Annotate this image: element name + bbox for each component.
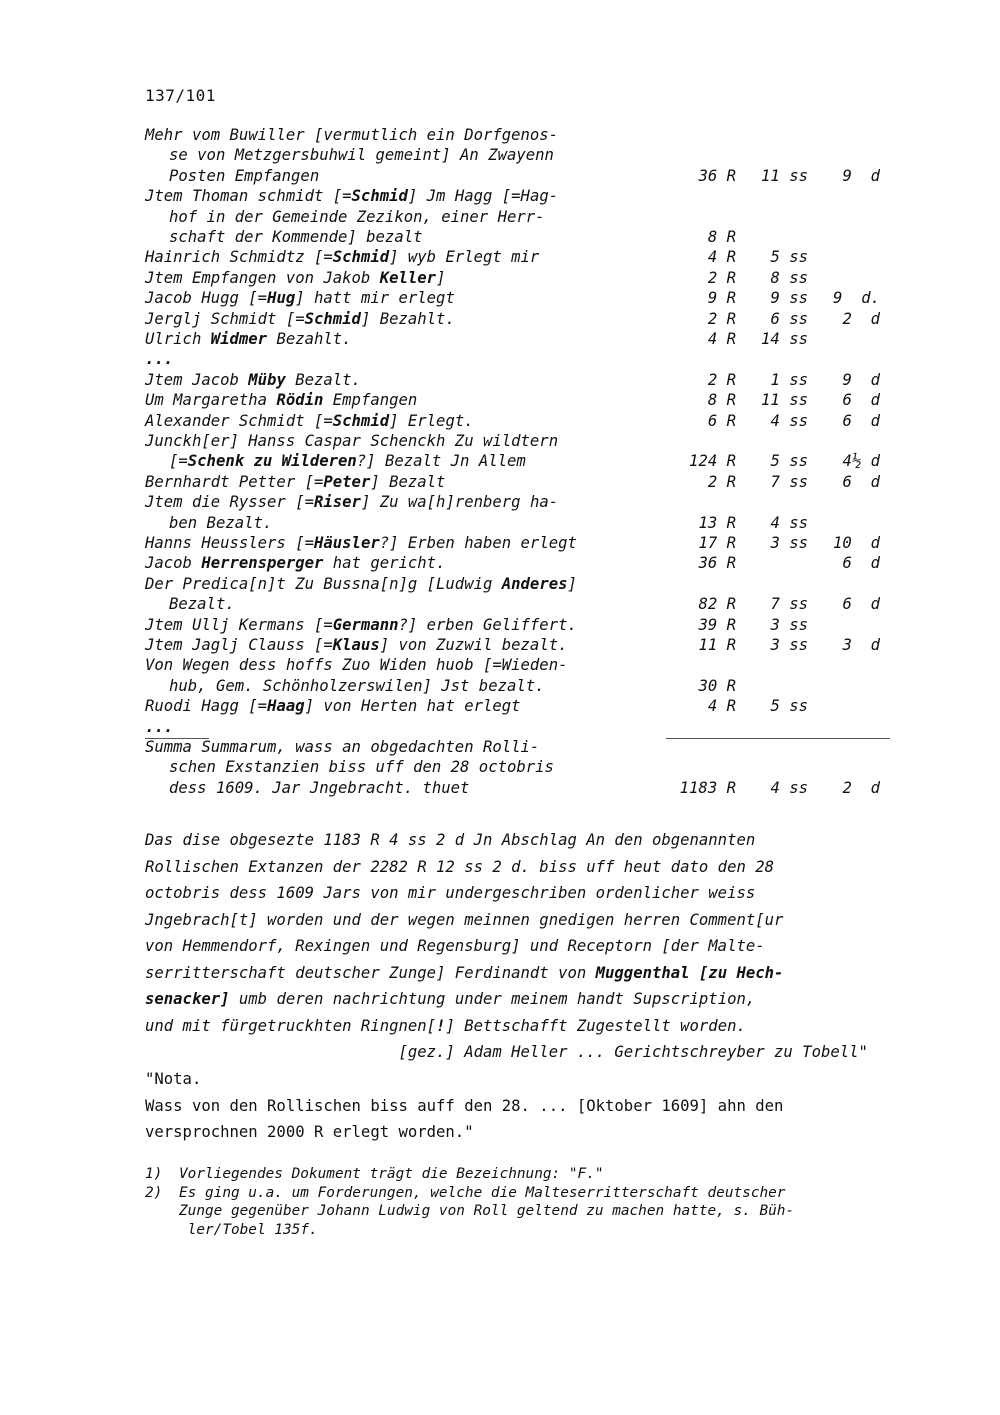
ledger-entry-text bbox=[169, 513, 272, 533]
ledger-entry-text bbox=[145, 533, 577, 553]
ledger-entry-text bbox=[145, 635, 567, 655]
amount-schilling: 4 ss bbox=[770, 513, 808, 532]
text-segment: Hainrich Schmidtz [= bbox=[145, 248, 333, 267]
nota-line: Wass von den Rollischen biss auff den 28. ... [Oktober 1609] ahn den bbox=[145, 1096, 784, 1115]
footnote-line bbox=[145, 1221, 945, 1240]
ledger-line bbox=[0, 268, 1000, 288]
text-segment: Ruodi Hagg [= bbox=[145, 697, 268, 716]
ledger-line bbox=[0, 778, 1000, 798]
text-segment: Junckh[er] Hanss Caspar Schenckh Zu wildtern bbox=[145, 432, 559, 450]
ledger-line bbox=[0, 288, 1000, 308]
amount-denar: 9 d bbox=[842, 370, 880, 389]
ledger-entry-text bbox=[145, 492, 558, 512]
text-segment: ?] Bezalt Jn Allem bbox=[356, 452, 526, 471]
ledger-entry-text bbox=[145, 655, 567, 675]
amount-reichstaler: 36 R bbox=[698, 166, 736, 185]
text-segment: [= bbox=[169, 452, 188, 471]
nota-line: versprochnen 2000 R erlegt worden." bbox=[145, 1123, 474, 1141]
ledger-entry-text bbox=[145, 370, 361, 390]
ledger-line bbox=[0, 757, 1000, 777]
ledger-line bbox=[0, 574, 1000, 594]
text-segment: Jacob Hugg [= bbox=[145, 289, 268, 308]
amount-schilling: 3 ss bbox=[770, 636, 808, 654]
text-segment: octobris dess 1609 Jars von mir undergeschriben ordenlicher weiss bbox=[145, 884, 756, 902]
ledger-line bbox=[0, 370, 1000, 390]
amount-reichstaler: 4 R bbox=[707, 697, 736, 716]
ledger-line bbox=[0, 655, 1000, 675]
text-segment: Jngebrach[t] worden und der wegen meinnen gnedigen herren Comment[ur bbox=[145, 910, 784, 929]
text-segment: Jtem die Rysser [= bbox=[145, 493, 314, 512]
text-segment: serritterschaft deutscher Zunge] Ferdinandt von bbox=[145, 963, 596, 982]
text-segment: Jtem Jaglj Clauss [= bbox=[145, 636, 333, 654]
amount-denar: 3 d bbox=[842, 636, 880, 654]
text-segment: ] von Zuzwil bezalt. bbox=[379, 636, 568, 654]
bold-name-segment: Häusler bbox=[314, 534, 380, 552]
text-segment: ] Zu wa[h]renberg ha- bbox=[360, 493, 559, 512]
ledger-entry-text bbox=[145, 309, 455, 329]
ledger-entry-text bbox=[145, 615, 577, 635]
text-segment: Jtem Thoman schmidt [= bbox=[145, 187, 352, 206]
amount-schilling: 7 ss bbox=[770, 472, 808, 491]
text-segment: ] wyb Erlegt mir bbox=[389, 248, 540, 267]
text-segment: Jtem Ullj Kermans [= bbox=[145, 615, 333, 634]
amount-denar: 6 d bbox=[842, 595, 880, 614]
text-segment: hub, Gem. Schönholzerswilen] Jst bezalt. bbox=[169, 676, 545, 695]
amount-reichstaler: 17 R bbox=[698, 534, 736, 552]
ledger-line bbox=[0, 329, 1000, 349]
footnote-number: 1) bbox=[145, 1166, 163, 1182]
ledger-entry-text bbox=[145, 717, 173, 737]
bold-name-segment: Klaus bbox=[332, 636, 380, 654]
amount-schilling: 5 ss bbox=[770, 697, 808, 716]
text-segment: Summa Summarum, wass an obgedachten Rolli- bbox=[145, 738, 540, 756]
amount-schilling: 8 ss bbox=[770, 268, 808, 287]
text-segment: ?] erben Geliffert. bbox=[398, 615, 577, 634]
text-segment: schaft der Kommende] bezalt bbox=[169, 228, 423, 246]
nota-note bbox=[145, 1066, 935, 1146]
amount-reichstaler: 11 R bbox=[698, 636, 736, 654]
amount-denar: 9 d. bbox=[833, 289, 880, 308]
text-segment: Der Predica[n]t Zu Bussna[n]g [Ludwig bbox=[145, 574, 502, 593]
ledger-line bbox=[0, 207, 1000, 227]
bold-name-segment: Germann bbox=[332, 615, 399, 634]
bold-name-segment: Schmid bbox=[332, 411, 390, 430]
text-segment: Um Margaretha bbox=[145, 391, 277, 410]
ledger-line bbox=[0, 635, 1000, 655]
amount-reichstaler: 4 R bbox=[707, 248, 736, 267]
amount-denar: 6 d bbox=[842, 391, 880, 410]
attestation-paragraph bbox=[145, 827, 935, 1066]
amount-denar: 2 d bbox=[842, 778, 880, 797]
ledger-entry-text bbox=[145, 247, 539, 267]
ledger-line bbox=[0, 309, 1000, 329]
text-segment: von Hemmendorf, Rexingen und Regensburg] und Receptorn [der Malte- bbox=[145, 937, 765, 955]
amount-denar: 6 d bbox=[842, 472, 880, 491]
text-segment: ] Jm Hagg [=Hag- bbox=[407, 187, 559, 206]
amount-schilling: 7 ss bbox=[770, 595, 808, 614]
ledger-line bbox=[0, 411, 1000, 431]
ledger-entry-text bbox=[145, 431, 558, 451]
ledger-line bbox=[0, 594, 1000, 614]
ledger-line bbox=[0, 349, 1000, 369]
amount-reichstaler: 6 R bbox=[707, 411, 736, 430]
bold-name-segment: Anderes bbox=[501, 574, 568, 593]
ledger-line bbox=[0, 125, 1000, 145]
amount-denar: 4½ d bbox=[842, 452, 880, 471]
ledger-line bbox=[0, 145, 1000, 165]
amount-reichstaler: 1183 R bbox=[679, 778, 736, 797]
paragraph-line bbox=[145, 933, 935, 960]
text-segment: ] bbox=[436, 268, 446, 287]
text-segment: ben Bezalt. bbox=[169, 513, 273, 532]
text-segment: Bernhardt Petter [= bbox=[145, 472, 324, 491]
bold-name-segment: Peter bbox=[323, 472, 371, 491]
text-segment: ] bbox=[567, 574, 577, 593]
text-segment: Das dise obgesezte 1183 R 4 ss 2 d Jn Abschlag An den obgenannten bbox=[145, 831, 756, 849]
bold-name-segment: Müby bbox=[248, 370, 286, 389]
ledger-entry-text bbox=[169, 166, 319, 186]
ledger-line bbox=[0, 492, 1000, 512]
amount-schilling: 3 ss bbox=[770, 615, 808, 634]
text-segment: Jtem Jacob bbox=[145, 370, 249, 389]
amount-schilling: 1 ss bbox=[770, 370, 808, 389]
text-segment: Bezalt. bbox=[285, 370, 361, 389]
text-segment: ] Bezahlt. bbox=[360, 309, 455, 328]
bold-name-segment: Herrensperger bbox=[201, 554, 324, 573]
ledger-entry-text bbox=[145, 574, 577, 594]
ledger-entry-text bbox=[145, 696, 521, 716]
text-segment: Posten Empfangen bbox=[169, 166, 320, 185]
footnote-text: ler/Tobel 135f. bbox=[179, 1222, 318, 1239]
ledger-line bbox=[0, 472, 1000, 492]
footnote-text: Zunge gegenüber Johann Ludwig von Roll geltend zu machen hatte, s. Büh- bbox=[179, 1203, 795, 1220]
text-segment: Jacob bbox=[145, 554, 202, 573]
bold-name-segment: ... bbox=[145, 350, 174, 369]
ledger-line bbox=[0, 696, 1000, 716]
amount-reichstaler: 30 R bbox=[698, 676, 736, 695]
amount-reichstaler: 8 R bbox=[707, 391, 736, 410]
amount-schilling: 3 ss bbox=[770, 534, 808, 552]
paragraph-line bbox=[145, 827, 935, 854]
amount-reichstaler: 2 R bbox=[707, 268, 736, 287]
bold-name-segment: Schmid bbox=[332, 248, 390, 267]
text-segment: ] hatt mir erlegt bbox=[295, 289, 455, 308]
text-segment: schen Exstanzien biss uff den 28 octobris bbox=[169, 758, 554, 777]
ledger-entry-text bbox=[169, 207, 545, 227]
amount-denar: 10 d bbox=[833, 534, 880, 552]
text-segment: Hanns Heusslers [= bbox=[145, 534, 314, 552]
text-segment: ] von Herten hat erlegt bbox=[304, 697, 521, 716]
text-segment: Mehr vom Buwiller [vermutlich ein Dorfgenos- bbox=[145, 126, 559, 144]
amount-denar: 9 d bbox=[842, 166, 880, 185]
text-segment: ] Erlegt. bbox=[389, 411, 474, 430]
ledger-entry-text bbox=[169, 757, 554, 777]
ledger-entry-text bbox=[145, 737, 539, 757]
amount-schilling: 11 ss bbox=[761, 391, 808, 410]
paragraph-line bbox=[145, 1039, 935, 1066]
ledger-entry-text bbox=[169, 594, 235, 614]
ledger-entry-text bbox=[145, 390, 417, 410]
ledger-line bbox=[0, 533, 1000, 553]
ledger-line bbox=[0, 227, 1000, 247]
text-segment: ] Bettschafft Zugestellt worden. bbox=[445, 1016, 746, 1035]
footnote-number: 2) bbox=[145, 1184, 163, 1201]
text-segment: Rollischen Extanzen der 2282 R 12 ss 2 d. biss uff heut dato den 28 bbox=[145, 857, 775, 876]
amount-denar: 6 d bbox=[842, 411, 880, 430]
paragraph-line bbox=[145, 986, 935, 1013]
footnotes bbox=[145, 1165, 945, 1240]
ledger-line bbox=[0, 553, 1000, 573]
ledger-entry-text bbox=[169, 145, 554, 165]
bold-name-segment: senacker] bbox=[145, 990, 230, 1008]
ledger-entry-text bbox=[145, 288, 455, 308]
text-segment: dess 1609. Jar Jngebracht. thuet bbox=[169, 778, 470, 797]
ledger-line bbox=[0, 676, 1000, 696]
ledger-entry-text bbox=[145, 553, 445, 573]
text-segment: hof in der Gemeinde Zezikon, einer Herr- bbox=[169, 207, 545, 226]
ledger-line bbox=[0, 513, 1000, 533]
bold-name-segment: ! bbox=[436, 1016, 446, 1035]
amount-reichstaler: 2 R bbox=[707, 370, 736, 389]
amount-schilling: 14 ss bbox=[761, 330, 808, 348]
bold-name-segment: Muggenthal [zu Hech- bbox=[595, 963, 784, 982]
ledger-entry-text bbox=[145, 349, 173, 369]
footnote-text: Es ging u.a. um Forderungen, welche die Malteserritterschaft deutscher bbox=[179, 1184, 786, 1201]
bold-name-segment: Haag bbox=[267, 697, 305, 716]
amount-reichstaler: 2 R bbox=[707, 472, 736, 491]
text-segment: Jerglj Schmidt [= bbox=[145, 309, 305, 328]
nota-line: "Nota. bbox=[145, 1070, 202, 1088]
amount-schilling: 5 ss bbox=[770, 452, 808, 471]
bold-name-segment: Widmer bbox=[210, 330, 268, 348]
bold-name-segment: Hug bbox=[267, 289, 296, 308]
amount-reichstaler: 9 R bbox=[707, 289, 736, 308]
footnote-text: Vorliegendes Dokument trägt die Bezeichnung: "F." bbox=[179, 1166, 604, 1182]
ledger-line bbox=[0, 247, 1000, 267]
ledger-separator-left bbox=[145, 738, 209, 739]
bold-name-segment: Riser bbox=[314, 493, 361, 512]
ledger-line bbox=[0, 390, 1000, 410]
text-segment: ] Bezalt bbox=[370, 472, 446, 491]
bold-name-segment: Schmid bbox=[351, 187, 408, 206]
text-segment: und mit fürgetruckhten Ringnen[ bbox=[145, 1016, 437, 1035]
amount-schilling: 4 ss bbox=[770, 778, 808, 797]
ledger-line bbox=[0, 717, 1000, 737]
amount-schilling: 4 ss bbox=[770, 411, 808, 430]
ledger-entry-text bbox=[169, 778, 469, 798]
bold-name-segment: ... bbox=[145, 717, 174, 736]
text-segment: hat gericht. bbox=[323, 554, 446, 573]
page-number: 137/101 bbox=[145, 86, 216, 105]
footnote-line bbox=[145, 1165, 945, 1184]
amount-reichstaler: 2 R bbox=[707, 309, 736, 328]
paragraph-line bbox=[145, 1013, 935, 1040]
sum-separator-line bbox=[666, 738, 890, 739]
ledger-line bbox=[0, 166, 1000, 186]
footnote-line bbox=[145, 1184, 945, 1203]
bold-name-segment: Keller bbox=[379, 268, 437, 287]
paragraph-line bbox=[145, 960, 935, 987]
amount-reichstaler: 124 R bbox=[689, 452, 736, 471]
footnote-line bbox=[145, 1202, 945, 1221]
text-segment: [gez.] Adam Heller ... Gerichtschreyber zu Tobell" bbox=[145, 1043, 868, 1061]
ledger-entry-text bbox=[145, 186, 558, 206]
text-segment: Von Wegen dess hoffs Zuo Widen huob [=Wieden- bbox=[145, 656, 568, 675]
paragraph-line bbox=[145, 854, 935, 881]
text-segment: umb deren nachrichtung under meinem handt Supscription, bbox=[229, 990, 756, 1008]
bold-name-segment: Rödin bbox=[276, 391, 324, 410]
amount-reichstaler: 36 R bbox=[698, 554, 736, 573]
amount-denar: 2 d bbox=[842, 309, 880, 328]
text-segment: Alexander Schmidt [= bbox=[145, 411, 333, 430]
ledger-entry-text bbox=[169, 676, 545, 696]
text-segment: Bezalt. bbox=[169, 595, 235, 614]
amount-reichstaler: 39 R bbox=[698, 615, 736, 634]
amount-reichstaler: 8 R bbox=[707, 228, 736, 246]
text-segment: se von Metzgersbuhwil gemeint] An Zwayenn bbox=[169, 146, 554, 165]
ledger-entry-text bbox=[169, 227, 422, 247]
text-segment: ?] Erben haben erlegt bbox=[379, 534, 577, 552]
amount-reichstaler: 82 R bbox=[698, 595, 736, 614]
ledger-entry-text bbox=[145, 329, 352, 349]
amount-schilling: 9 ss bbox=[770, 289, 808, 308]
ledger-line bbox=[0, 186, 1000, 206]
text-segment: Ulrich bbox=[145, 330, 211, 348]
ledger-line bbox=[0, 451, 1000, 471]
text-segment: Empfangen bbox=[323, 391, 418, 410]
amount-reichstaler: 4 R bbox=[707, 330, 736, 348]
amount-reichstaler: 13 R bbox=[698, 513, 736, 532]
ledger-entry-text bbox=[145, 268, 445, 288]
paragraph-line bbox=[145, 907, 935, 934]
ledger-entry-text bbox=[145, 125, 558, 145]
ledger-line bbox=[0, 737, 1000, 757]
ledger-entry-text bbox=[145, 411, 474, 431]
amount-schilling: 5 ss bbox=[770, 248, 808, 267]
ledger-line bbox=[0, 431, 1000, 451]
amount-schilling: 6 ss bbox=[770, 309, 808, 328]
text-segment: Bezahlt. bbox=[267, 330, 352, 348]
amount-schilling: 11 ss bbox=[761, 166, 808, 185]
ledger-line bbox=[0, 615, 1000, 635]
bold-name-segment: Schmid bbox=[304, 309, 361, 328]
bold-name-segment: Schenk zu Wilderen bbox=[187, 452, 357, 471]
ledger-entry-text bbox=[145, 472, 445, 492]
paragraph-line bbox=[145, 880, 935, 907]
text-segment: Jtem Empfangen von Jakob bbox=[145, 268, 380, 287]
amount-denar: 6 d bbox=[842, 554, 880, 573]
ledger-entry-text bbox=[169, 451, 526, 471]
